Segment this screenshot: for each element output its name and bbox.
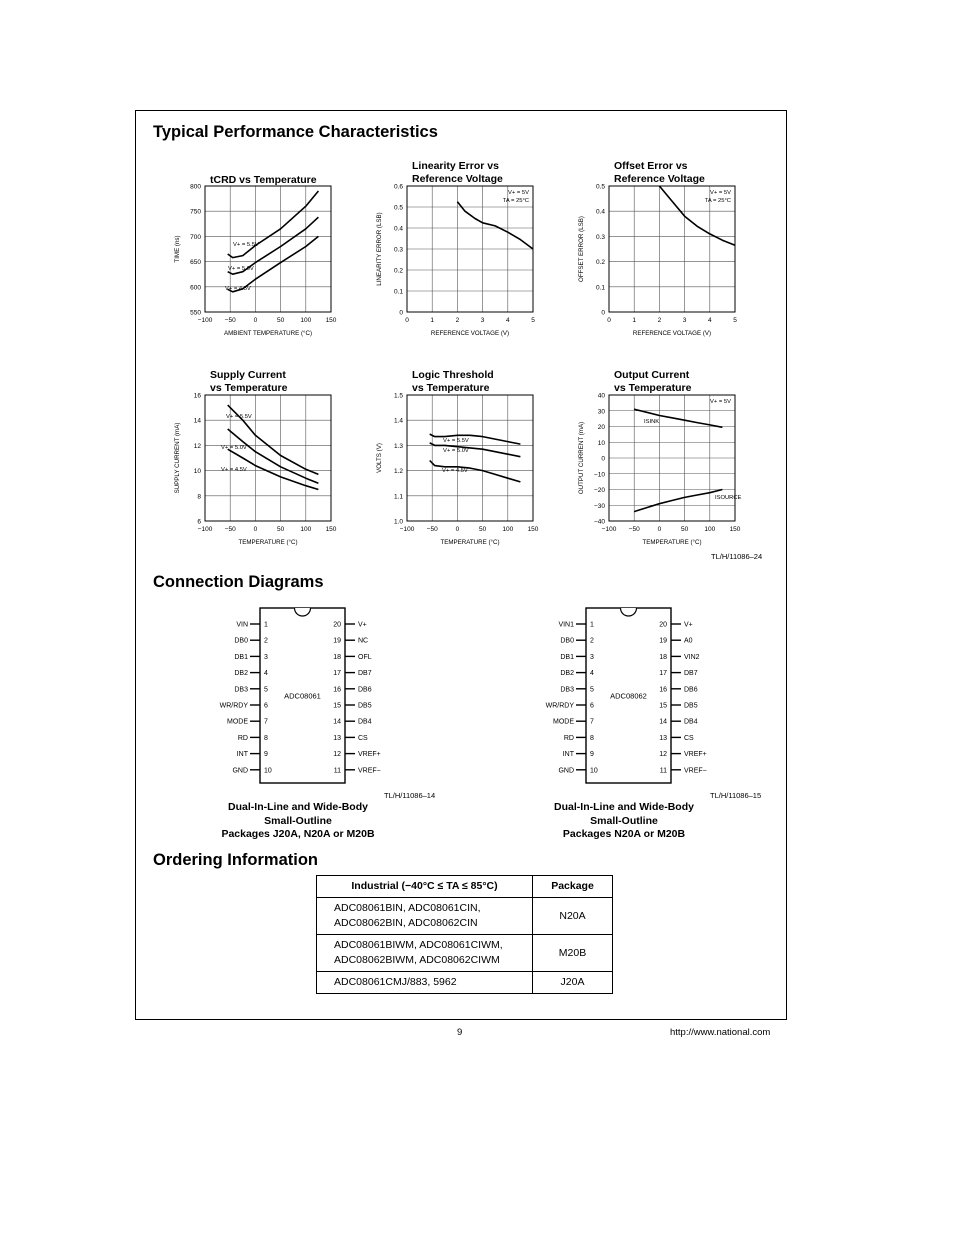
table-row	[317, 935, 613, 972]
chart-svg	[133, 369, 353, 569]
y-tick-label: 20	[597, 424, 605, 431]
plot-frame	[609, 186, 735, 312]
y-axis-label: SUPPLY CURRENT (mA)	[174, 422, 181, 494]
chart-logic-threshold	[335, 369, 539, 569]
pin-number: 8	[264, 734, 268, 742]
series-label: V+ = 5.5V	[233, 242, 259, 248]
x-axis-label: REFERENCE VOLTAGE (V)	[430, 330, 510, 337]
x-tick-label: 100	[300, 317, 312, 324]
caption-line: Packages N20A or M20B	[562, 828, 686, 840]
chip-name: ADC08062	[610, 691, 647, 701]
x-tick-label: 150	[325, 317, 337, 324]
pin-number: 17	[333, 670, 341, 678]
series-label: V+ = 4.5V	[442, 468, 468, 474]
pin-label: RD	[237, 734, 248, 742]
pin-number: 15	[333, 702, 341, 710]
pin-label: VREF+	[684, 751, 707, 759]
pin-number: 4	[590, 670, 594, 678]
pin-label: A0	[684, 637, 693, 645]
x-tick-label: 2	[657, 317, 662, 324]
pin-number: 4	[264, 670, 268, 678]
pin-label: DB0	[234, 637, 248, 645]
series-label: V+ = 4.5V	[221, 467, 247, 473]
table-header-row	[317, 876, 613, 898]
y-tick-label: −10	[593, 471, 605, 479]
pin-label: DB5	[684, 702, 698, 710]
y-tick-label: 0	[399, 309, 403, 317]
pin-label: DB1	[234, 653, 248, 661]
chart-title: Offset Error vs Reference Voltage	[614, 160, 705, 185]
pin-label: DB2	[234, 670, 248, 678]
pin-number: 9	[264, 751, 268, 759]
pin-label: V+	[684, 621, 693, 629]
y-tick-label: 0.2	[393, 267, 403, 275]
pin-number: 7	[590, 718, 594, 726]
chart-svg	[335, 160, 555, 360]
caption-line: Dual-In-Line and Wide-Body	[554, 801, 694, 813]
x-tick-label: −100	[197, 526, 213, 533]
chart-svg	[133, 160, 353, 360]
tcrd-title: tCRD vs Temperature	[210, 174, 317, 186]
y-axis-label: LINEARITY ERROR (LSB)	[376, 212, 383, 286]
y-tick-label: −40	[593, 518, 605, 526]
y-tick-label: 550	[190, 309, 201, 317]
pin-number: 10	[590, 767, 598, 775]
y-tick-label: 10	[597, 439, 605, 447]
pin-number: 11	[333, 767, 341, 775]
pin-label: DB4	[684, 718, 698, 726]
section-title-connection: Connection Diagrams	[153, 573, 324, 591]
pin-number: 19	[659, 637, 667, 645]
x-tick-label: 3	[682, 317, 687, 324]
pin-number: 6	[590, 702, 594, 710]
x-tick-label: 1	[430, 317, 435, 324]
diagram-tl-reference: TL/H/11086–14	[384, 791, 436, 800]
chart-offset-error	[537, 160, 737, 360]
pin-label: VREF−	[358, 767, 381, 775]
pin-number: 10	[264, 767, 272, 775]
pin-number: 16	[659, 686, 667, 694]
pin-number: 12	[333, 751, 341, 759]
x-tick-label: 50	[680, 526, 689, 533]
x-tick-label: 50	[276, 526, 285, 533]
annotation-text: V+ = 5V	[710, 399, 731, 405]
y-tick-label: 0.4	[393, 225, 403, 233]
chart-svg	[537, 369, 757, 569]
diagram-caption	[198, 801, 398, 842]
series-label: V+ = 5.5V	[443, 438, 469, 444]
caption-line: Packages J20A, N20A or M20B	[221, 828, 375, 840]
x-tick-label: 5	[733, 317, 737, 324]
section-title-ordering: Ordering Information	[153, 851, 318, 869]
pin-number: 14	[333, 718, 341, 726]
y-tick-label: −20	[593, 487, 605, 494]
x-tick-label: 0	[455, 526, 460, 533]
x-tick-label: 0	[607, 317, 611, 324]
pin-label: CS	[684, 734, 694, 742]
pin-label: DB6	[684, 686, 698, 694]
diagram-svg	[536, 603, 766, 793]
y-tick-label: 0.3	[393, 246, 403, 254]
x-axis-label: TEMPERATURE (°C)	[440, 539, 500, 546]
x-tick-label: 1	[632, 317, 637, 324]
section-title-performance: Typical Performance Characteristics	[153, 123, 438, 141]
pin-label: VREF+	[358, 751, 381, 759]
x-tick-label: −50	[224, 526, 236, 533]
y-axis-label: OFFSET ERROR (LSB)	[578, 216, 585, 282]
pin-label: WR/RDY	[545, 702, 574, 710]
table-row	[317, 898, 613, 935]
pin-number: 16	[333, 686, 341, 694]
y-tick-label: 800	[190, 183, 201, 191]
x-tick-label: −50	[224, 317, 236, 324]
diagram-tl-reference: TL/H/11086–15	[710, 791, 762, 800]
x-axis-label: AMBIENT TEMPERATURE (°C)	[223, 330, 313, 337]
pin-label: CS	[358, 734, 368, 742]
diagram-caption	[524, 801, 724, 842]
parts-cell	[317, 898, 533, 935]
page-number: 9	[457, 1027, 463, 1038]
y-tick-label: 1.1	[393, 493, 403, 501]
series-line	[228, 429, 319, 483]
pin-number: 17	[659, 670, 667, 678]
pin-number: 1	[590, 621, 594, 629]
chart-tl-reference: TL/H/11086–24	[711, 552, 763, 561]
pin-label: MODE	[227, 718, 248, 726]
pin-number: 20	[659, 621, 667, 629]
plot-frame	[407, 395, 533, 521]
table-row	[317, 972, 613, 994]
pin-number: 11	[659, 767, 667, 775]
part-line: ADC08061BIN, ADC08061CIN,	[334, 902, 481, 914]
pin-label: MODE	[553, 718, 574, 726]
chip-name: ADC08061	[284, 691, 321, 701]
pin-number: 13	[659, 734, 667, 742]
x-tick-label: −100	[601, 526, 617, 533]
y-tick-label: 0.1	[595, 284, 605, 292]
x-tick-label: 0	[253, 526, 258, 533]
annotation-text: TA = 25°C	[502, 198, 529, 204]
y-tick-label: 0.1	[393, 288, 403, 296]
y-tick-label: 0	[601, 455, 605, 463]
annotation-text: V+ = 5V	[710, 190, 731, 196]
pin-label: DB3	[234, 686, 248, 694]
chart-tcrd-vs-temperature	[133, 160, 337, 360]
x-tick-label: 3	[480, 317, 485, 324]
header-parts: Industrial (−40°C ≤ TA ≤ 85°C)	[317, 876, 533, 898]
y-tick-label: 0.5	[595, 183, 605, 191]
chart-linearity-error	[335, 160, 535, 360]
y-tick-label: 1.5	[393, 392, 403, 400]
y-tick-label: 1.4	[393, 417, 403, 425]
x-tick-label: 0	[253, 317, 258, 324]
pin-label: INT	[236, 751, 248, 759]
x-tick-label: 0	[405, 317, 409, 324]
parts-cell	[317, 972, 533, 994]
pin-label: NC	[358, 637, 369, 645]
x-tick-label: 100	[300, 526, 312, 533]
series-label: V+ = 5.0V	[228, 266, 254, 272]
y-tick-label: 16	[193, 392, 201, 400]
caption-line: Dual-In-Line and Wide-Body	[228, 801, 368, 813]
x-tick-label: 100	[704, 526, 716, 533]
chart-svg	[537, 160, 757, 360]
chart-title: Linearity Error vs Reference Voltage	[412, 160, 503, 185]
pin-number: 3	[264, 653, 268, 661]
annotation-text: V+ = 5V	[508, 190, 529, 196]
y-tick-label: 0.5	[393, 204, 403, 212]
y-tick-label: 0.6	[393, 183, 403, 191]
x-tick-label: −100	[197, 317, 213, 324]
y-tick-label: 0.3	[595, 233, 605, 241]
y-tick-label: 650	[190, 259, 201, 267]
x-tick-label: −50	[628, 526, 640, 533]
plot-frame	[205, 186, 331, 312]
y-axis-label: OUTPUT CURRENT (mA)	[578, 421, 585, 495]
x-tick-label: 150	[729, 526, 741, 533]
x-tick-label: 150	[527, 526, 539, 533]
series-label: ISINK	[644, 419, 660, 425]
y-tick-label: 0	[601, 309, 605, 317]
pin-number: 20	[333, 621, 341, 629]
y-tick-label: 600	[190, 284, 201, 292]
y-axis-label: VOLTS (V)	[376, 443, 383, 473]
x-tick-label: 50	[276, 317, 285, 324]
pin-label: DB6	[358, 686, 372, 694]
y-tick-label: 8	[197, 493, 201, 501]
part-line: ADC08062BIN, ADC08062CIN	[334, 917, 478, 929]
pin-label: DB0	[560, 637, 574, 645]
footer-url: http://www.national.com	[670, 1027, 771, 1038]
plot-frame	[205, 395, 331, 521]
ordering-table	[316, 875, 613, 994]
y-axis-label: TIME (ns)	[174, 235, 181, 263]
y-tick-label: 12	[193, 442, 201, 450]
pin-label: VIN	[236, 621, 248, 629]
pin-number: 12	[659, 751, 667, 759]
x-tick-label: 2	[455, 317, 460, 324]
pin-label: DB5	[358, 702, 372, 710]
parts-cell	[317, 935, 533, 972]
y-tick-label: 0.2	[595, 259, 605, 267]
package-cell: J20A	[533, 972, 613, 994]
y-tick-label: 0.4	[595, 208, 605, 216]
x-tick-label: 150	[325, 526, 337, 533]
pin-number: 2	[590, 637, 594, 645]
pin-label: DB2	[560, 670, 574, 678]
series-label: V+ = 5.0V	[221, 445, 247, 451]
x-tick-label: −100	[399, 526, 415, 533]
x-tick-label: 50	[478, 526, 487, 533]
pin-number: 5	[590, 686, 594, 694]
x-tick-label: 4	[707, 317, 712, 324]
x-tick-label: 5	[531, 317, 535, 324]
pin-number: 1	[264, 621, 268, 629]
pin-label: RD	[563, 734, 574, 742]
header-package: Package	[533, 876, 613, 898]
pin-label: DB1	[560, 653, 574, 661]
x-axis-label: TEMPERATURE (°C)	[238, 539, 298, 546]
series-label: V+ = 4.5V	[225, 286, 251, 292]
pin-label: INT	[562, 751, 574, 759]
series-line	[634, 490, 722, 512]
pin-label: DB7	[684, 670, 698, 678]
pin-label: DB7	[358, 670, 372, 678]
part-line: ADC08062BIWM, ADC08062CIWM	[334, 954, 500, 966]
package-cell: N20A	[533, 898, 613, 935]
pin-label: VREF−	[684, 767, 707, 775]
y-tick-label: 14	[193, 417, 201, 425]
caption-line: Small-Outline	[264, 814, 332, 827]
pin-label: VIN1	[558, 621, 574, 629]
x-tick-label: 100	[502, 526, 514, 533]
pin-number: 19	[333, 637, 341, 645]
pin-label: VIN2	[684, 653, 700, 661]
chart-title: Supply Current vs Temperature	[210, 369, 288, 394]
pin-number: 7	[264, 718, 268, 726]
x-tick-label: 4	[505, 317, 510, 324]
diagram-svg	[210, 603, 440, 793]
series-label: V+ = 5.5V	[226, 414, 252, 420]
y-tick-label: −30	[593, 502, 605, 510]
series-line	[457, 202, 533, 249]
pin-number: 18	[659, 653, 667, 661]
annotation-text: TA = 25°C	[704, 198, 731, 204]
y-tick-label: 40	[597, 392, 605, 400]
package-cell: M20B	[533, 935, 613, 972]
pin-number: 3	[590, 653, 594, 661]
pin-label: GND	[232, 767, 248, 775]
pin-number: 2	[264, 637, 268, 645]
pin-number: 18	[333, 653, 341, 661]
y-tick-label: 750	[190, 208, 201, 216]
pin-number: 5	[264, 686, 268, 694]
series-label: V+ = 5.0V	[443, 448, 469, 454]
y-tick-label: 1.0	[393, 518, 403, 526]
pin-label: V+	[358, 621, 367, 629]
pin-number: 6	[264, 702, 268, 710]
pin-number: 14	[659, 718, 667, 726]
pin-label: OFL	[358, 653, 372, 661]
y-tick-label: 6	[197, 518, 201, 526]
y-tick-label: 30	[597, 408, 605, 416]
pin-number: 8	[590, 734, 594, 742]
x-axis-label: TEMPERATURE (°C)	[642, 539, 702, 546]
pin-label: GND	[558, 767, 574, 775]
y-tick-label: 1.3	[393, 442, 403, 450]
caption-line: Small-Outline	[590, 814, 658, 827]
pin-label: WR/RDY	[219, 702, 248, 710]
pin-number: 13	[333, 734, 341, 742]
chart-svg	[335, 369, 555, 569]
chart-title: Logic Threshold vs Temperature	[412, 369, 494, 394]
pin-number: 15	[659, 702, 667, 710]
part-line: ADC08061BIWM, ADC08061CIWM,	[334, 939, 503, 951]
y-tick-label: 700	[190, 233, 201, 241]
x-tick-label: 0	[657, 526, 662, 533]
pin-label: DB4	[358, 718, 372, 726]
y-tick-label: 10	[193, 468, 201, 476]
pin-label: DB3	[560, 686, 574, 694]
series-label: ISOURCE	[715, 495, 742, 501]
x-tick-label: −50	[426, 526, 438, 533]
chart-supply-current	[133, 369, 337, 569]
y-tick-label: 1.2	[393, 468, 403, 476]
pin-number: 9	[590, 751, 594, 759]
x-axis-label: REFERENCE VOLTAGE (V)	[632, 330, 712, 337]
part-line: ADC08061CMJ/883, 5962	[334, 976, 457, 988]
chart-title: Output Current vs Temperature	[614, 369, 692, 394]
